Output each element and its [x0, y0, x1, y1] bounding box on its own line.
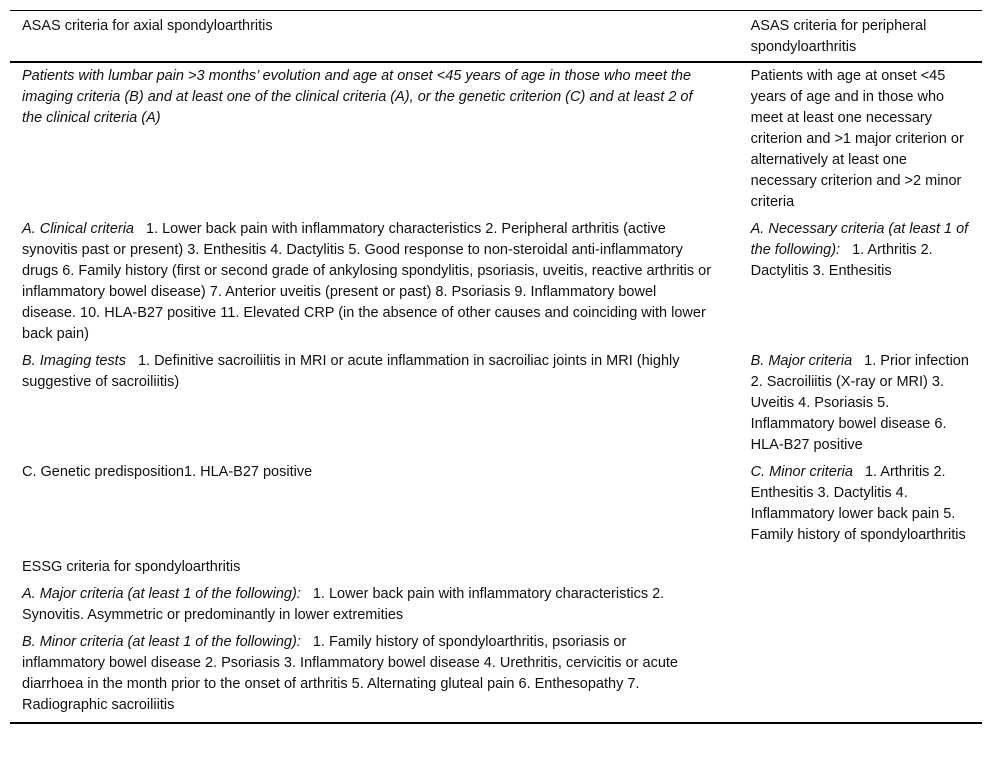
clinical-criteria-label: A. Clinical criteria	[22, 221, 134, 237]
essg-major-label: A. Major criteria (at least 1 of the following):	[22, 586, 301, 602]
minor-criteria-text: 1. Arthritis 2. Enthesitis 3. Dactylitis 4. Inflammatory lower back pain 5. Family history of spondyloarthritis	[750, 464, 966, 543]
peripheral-definition: Patients with age at onset <45 years of age and in those who meet at least one necessary criterion and >1 major criterion or alternatively at least one necessary criterion and >2 minor criteria	[750, 68, 964, 210]
axial-definition: Patients with lumbar pain >3 months’ evolution and age at onset <45 years of age in those who meet the imaging criteria (B) and at least one of the clinical criteria (A), or the genetic criterion (C) and at least 2 of the clinical criteria (A)	[22, 68, 693, 126]
table-header-row	[10, 11, 982, 63]
criteria-table	[10, 10, 982, 724]
table-row	[10, 459, 982, 554]
major-criteria-text: 1. Prior infection 2. Sacroiliitis (X-ray or MRI) 3. Uveitis 4. Psoriasis 5. Inflammatory bowel disease 6. HLA-B27 positive	[750, 353, 969, 453]
table-row	[10, 216, 982, 348]
necessary-criteria-label: A. Necessary criteria (at least 1 of the following):	[750, 221, 969, 258]
table-row	[10, 629, 982, 723]
table-row	[10, 581, 982, 629]
table-row	[10, 348, 982, 459]
imaging-tests-label: B. Imaging tests	[22, 353, 126, 369]
major-criteria-label: B. Major criteria	[750, 353, 853, 369]
header-axial: ASAS criteria for axial spondyloarthritis	[10, 11, 739, 63]
genetic-predisposition-text: C. Genetic predisposition1. HLA-B27 positive	[22, 464, 313, 480]
essg-minor-label: B. Minor criteria (at least 1 of the following):	[22, 634, 301, 650]
clinical-criteria-text: 1. Lower back pain with inflammatory characteristics 2. Peripheral arthritis (active synovitis past or present) 3. Enthesitis 4. Dactylitis 5. Good response to non-steroidal anti-inflammatory drugs 6. Family history (first or second grade of ankylosing spondylitis, psoriasis, uveitis, reactive arthritis or inflammatory bowel disease) 7. Anterior uveitis (present or past) 8. Psoriasis 9. Inflammatory bowel disease. 10. HLA-B27 positive 11. Elevated CRP (in the absence of other causes and coinciding with lower back pain)	[22, 221, 712, 342]
minor-criteria-label: C. Minor criteria	[750, 464, 853, 480]
essg-title: ESSG criteria for spondyloarthritis	[22, 559, 241, 575]
table-row	[10, 554, 982, 581]
necessary-criteria-text: 1. Arthritis 2. Dactylitis 3. Enthesitis	[750, 242, 933, 279]
header-peripheral: ASAS criteria for peripheral spondyloarthritis	[739, 11, 982, 63]
imaging-tests-text: 1. Definitive sacroiliitis in MRI or acute inflammation in sacroiliac joints in MRI (highly suggestive of sacroiliitis)	[22, 353, 680, 390]
essg-major-text: 1. Lower back pain with inflammatory characteristics 2. Synovitis. Asymmetric or predominantly in lower extremities	[22, 586, 665, 623]
table-row	[10, 62, 982, 216]
essg-minor-text: 1. Family history of spondyloarthritis, psoriasis or inflammatory bowel disease 2. Psoriasis 3. Inflammatory bowel disease 4. Urethritis, cervicitis or acute diarrhoea in the month prior to the onset of arthritis 5. Alternating gluteal pain 6. Enthesopathy 7. Radiographic sacroiliitis	[22, 634, 678, 713]
